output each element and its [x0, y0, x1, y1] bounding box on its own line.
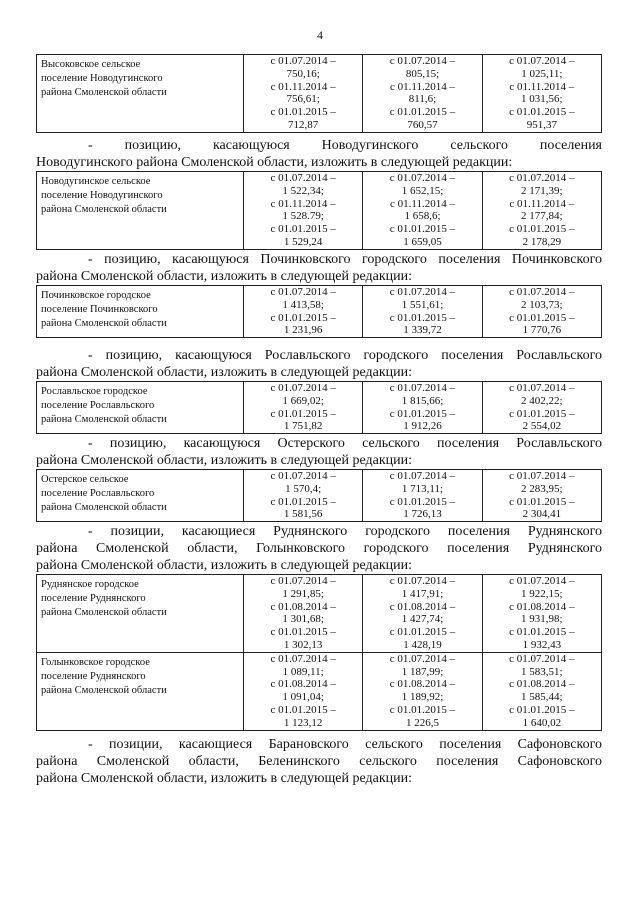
tariff-amount-line: 1 417,91;	[401, 587, 444, 600]
tariff-date-line: с 01.01.2015 –	[270, 626, 336, 639]
tariff-table-osterskoe	[36, 469, 602, 522]
tariff-amount-line: 1 912,26	[403, 420, 442, 433]
tariff-value-cell	[363, 286, 482, 338]
tariff-value-cell	[244, 575, 363, 653]
tariff-date-line: с 01.11.2014 –	[509, 197, 575, 210]
tariff-amount-line: 805,15;	[405, 67, 440, 80]
tariff-amount-line: 1 025,11;	[521, 67, 563, 80]
settlement-name-line: Голынковское городское	[41, 656, 150, 668]
tariff-date-line: с 01.07.2014 –	[270, 575, 336, 587]
tariff-date-line: с 01.11.2014 –	[270, 197, 336, 210]
paragraph-text: - позицию, касающуюся Починковского городского поселения Починковского	[88, 252, 602, 267]
settlement-name-cell	[37, 172, 244, 250]
tariff-date-line: с 01.07.2014 –	[509, 575, 575, 587]
settlement-name-cell	[37, 382, 244, 434]
tariff-value-cell	[244, 652, 363, 730]
tariff-date-line: с 01.01.2015 –	[509, 407, 575, 420]
tariff-date-line: с 01.01.2015 –	[389, 626, 456, 639]
tariff-date-line: с 01.01.2015 –	[389, 703, 456, 716]
paragraph-rudnya-position	[36, 523, 602, 574]
tariff-amount-line: 1 189,92;	[401, 691, 444, 704]
paragraph-roslavl-position	[36, 347, 602, 381]
tariff-amount-line: 756,61;	[286, 93, 320, 106]
tariff-amount-line: 2 554,02	[522, 420, 562, 433]
tariff-date-line: с 01.01.2015 –	[389, 311, 456, 324]
tariff-amount-line: 1 231,96	[283, 324, 323, 337]
settlement-name-cell	[37, 470, 244, 522]
paragraph-line: района Смоленской области, изложить в следующей редакции:	[36, 269, 412, 284]
tariff-amount-line: 2 304,41	[522, 508, 562, 521]
tariff-date-line: с 01.08.2014 –	[389, 678, 456, 691]
tariff-amount-line: 1 528.79;	[282, 210, 324, 223]
settlement-name-cell	[37, 652, 244, 730]
paragraph-pochinok-position	[36, 251, 602, 285]
paragraph-line: района Смоленской области, изложить в следующей редакции:	[36, 453, 412, 468]
tariff-value-cell	[244, 286, 363, 338]
tariff-date-line: с 01.01.2015 –	[270, 407, 336, 420]
settlement-name-cell	[37, 286, 244, 338]
tariff-amount-line: 1 583,51;	[521, 665, 563, 678]
tariff-amount-line: 1 428,19	[403, 638, 442, 651]
tariff-date-line: с 01.07.2014 –	[389, 55, 456, 67]
tariff-amount-line: 1 226,5	[405, 716, 439, 729]
paragraph-text: - позиции, касающиеся Барановского сельского поселения Сафоновского	[88, 737, 602, 752]
tariff-date-line: с 01.08.2014 –	[270, 600, 336, 613]
tariff-amount-line: 2 103,73;	[521, 298, 563, 311]
tariff-value-cell	[363, 55, 482, 133]
tariff-amount-line: 2 178,29	[522, 235, 562, 248]
tariff-amount-line: 1 091,04;	[282, 691, 324, 704]
settlement-name-line: поселение Новодугинского	[41, 190, 163, 201]
tariff-date-line: с 01.07.2014 –	[509, 286, 575, 298]
tariff-date-line: с 01.08.2014 –	[509, 600, 575, 613]
tariff-amount-line: 1 529,24	[283, 235, 323, 248]
paragraph-text: - позиции, касающиеся Руднянского городского поселения Руднянского	[88, 524, 602, 539]
paragraph-line: района Смоленской области, изложить в следующей редакции:	[36, 365, 412, 380]
tariff-amount-line: 1 301,68;	[282, 613, 324, 626]
paragraph-line	[36, 435, 602, 452]
tariff-amount-line: 1 640,02	[522, 716, 562, 729]
paragraph-text: - позицию, касающуюся Новодугинского сельского поселения	[88, 138, 602, 153]
paragraph-line: района Смоленской области, изложить в следующей редакции:	[36, 771, 412, 786]
tariff-value-cell	[482, 382, 601, 434]
tariff-date-line: с 01.01.2015 –	[509, 223, 575, 236]
table-row	[37, 652, 602, 730]
tariff-amount-line: 1 291,85;	[282, 587, 324, 600]
settlement-name-line: Новодугинское сельское	[41, 176, 151, 187]
tariff-date-line: с 01.07.2014 –	[389, 172, 456, 184]
settlement-name-line: Починковское городское	[41, 290, 151, 301]
page-number: 4	[317, 28, 323, 42]
tariff-date-line: с 01.01.2015 –	[270, 223, 336, 236]
tariff-date-line: с 01.07.2014 –	[270, 470, 336, 482]
tariff-amount-line: 1 658,6;	[404, 210, 441, 223]
tariff-amount-line: 1 522,34;	[282, 184, 324, 197]
tariff-table-rudnya	[36, 574, 602, 731]
tariff-amount-line: 1 669,02;	[282, 394, 324, 407]
tariff-date-line: с 01.07.2014 –	[270, 55, 336, 67]
tariff-amount-line: 1 302,13	[283, 638, 323, 651]
paragraph-novodugino-position	[36, 137, 602, 171]
tariff-date-line: с 01.01.2015 –	[270, 495, 336, 508]
tariff-value-cell	[482, 470, 601, 522]
tariff-date-line: с 01.07.2014 –	[270, 172, 336, 184]
tariff-amount-line: 1 713,11;	[401, 482, 444, 495]
tariff-amount-line: 1 815,66;	[401, 394, 444, 407]
table-row	[37, 470, 602, 522]
tariff-date-line: с 01.01.2015 –	[270, 106, 336, 119]
tariff-value-cell	[482, 55, 601, 133]
tariff-date-line: с 01.07.2014 –	[389, 652, 456, 665]
table-row	[37, 382, 602, 434]
tariff-amount-line: 1 339,72	[403, 324, 442, 337]
settlement-name-line: района Смоленской области	[41, 502, 167, 513]
tariff-amount-line: 1 581,56	[283, 508, 323, 521]
paragraph-line	[36, 523, 602, 540]
tariff-amount-line: 1 932,43	[522, 638, 562, 651]
tariff-date-line: с 01.08.2014 –	[389, 600, 456, 613]
settlement-name-line: поселение Новодугинского	[41, 73, 163, 84]
tariff-value-cell	[244, 382, 363, 434]
tariff-amount-line: 1 931,98;	[521, 613, 563, 626]
paragraph-osterskoe-position	[36, 435, 602, 469]
settlement-name-cell	[37, 575, 244, 653]
tariff-amount-line: 1 726,13	[403, 508, 442, 521]
tariff-date-line: с 01.07.2014 –	[389, 382, 456, 394]
tariff-date-line: с 01.08.2014 –	[270, 678, 336, 691]
tariff-value-cell	[482, 652, 601, 730]
tariff-amount-line: 2 171,39;	[521, 184, 563, 197]
tariff-date-line: с 01.07.2014 –	[270, 286, 336, 298]
settlement-name-line: Высоковское сельское	[41, 59, 141, 70]
tariff-date-line: с 01.07.2014 –	[509, 470, 575, 482]
paragraph-line: района Смоленской области, Голынковского городского поселения Руднянского	[36, 541, 602, 556]
tariff-date-line: с 01.07.2014 –	[270, 382, 336, 394]
tariff-table-novodugino	[36, 171, 602, 250]
tariff-value-cell	[244, 470, 363, 522]
settlement-name-line: района Смоленской области	[41, 607, 167, 618]
settlement-name-line: поселение Рославльского	[41, 488, 155, 499]
settlement-name-line: поселение Рославльского	[41, 400, 155, 411]
paragraph-line	[36, 736, 602, 753]
settlement-name-line: района Смоленской области	[41, 87, 167, 98]
tariff-amount-line: 1 427,74;	[401, 613, 444, 626]
tariff-date-line: с 01.01.2015 –	[389, 407, 456, 420]
tariff-amount-line: 1 751,82	[283, 420, 323, 433]
tariff-amount-line: 811,6;	[408, 93, 437, 106]
tariff-amount-line: 1 652,15;	[401, 184, 444, 197]
settlement-name-cell	[37, 55, 244, 133]
tariff-date-line: с 01.11.2014 –	[270, 80, 336, 93]
tariff-table-roslavl	[36, 381, 602, 434]
tariff-amount-line: 1 089,11;	[282, 665, 324, 678]
tariff-date-line: с 01.01.2015 –	[389, 495, 456, 508]
tariff-value-cell	[363, 575, 482, 653]
paragraph-line: района Смоленской области, Беленинского сельского поселения Сафоновского	[36, 754, 602, 769]
tariff-date-line: с 01.11.2014 –	[390, 197, 455, 210]
tariff-date-line: с 01.07.2014 –	[270, 652, 336, 665]
paragraph-text: - позицию, касающуюся Рославльского городского поселения Рославльского	[88, 348, 602, 363]
tariff-date-line: с 01.01.2015 –	[509, 495, 575, 508]
tariff-date-line: с 01.07.2014 –	[389, 575, 456, 587]
tariff-amount-line: 760,57	[407, 118, 438, 131]
paragraph-line	[36, 347, 602, 364]
tariff-amount-line: 750,16;	[286, 67, 320, 80]
settlement-name-line: района Смоленской области	[41, 318, 167, 329]
tariff-amount-line: 1 585,44;	[521, 691, 563, 704]
tariff-date-line: с 01.01.2015 –	[389, 223, 456, 236]
tariff-table-pochinok	[36, 285, 602, 338]
settlement-name-line: района Смоленской области	[41, 684, 167, 696]
tariff-value-cell	[363, 172, 482, 250]
tariff-date-line: с 01.08.2014 –	[509, 678, 575, 691]
tariff-amount-line: 2 283,95;	[521, 482, 563, 495]
tariff-date-line: с 01.07.2014 –	[509, 652, 575, 665]
tariff-amount-line: 2 402,22;	[521, 394, 563, 407]
tariff-date-line: с 01.01.2015 –	[270, 311, 336, 324]
paragraph-line	[36, 251, 602, 268]
table-row	[37, 575, 602, 653]
table-row	[37, 286, 602, 338]
tariff-amount-line: 1 031,56;	[521, 93, 563, 106]
tariff-date-line: с 01.01.2015 –	[509, 106, 575, 119]
tariff-value-cell	[363, 652, 482, 730]
settlement-name-line: поселение Починковского	[41, 304, 158, 315]
paragraph-line: Новодугинского района Смоленской области, изложить в следующей редакции:	[36, 155, 513, 170]
tariff-date-line: с 01.01.2015 –	[509, 626, 575, 639]
tariff-amount-line: 1 187,99;	[401, 665, 444, 678]
tariff-date-line: с 01.07.2014 –	[389, 286, 456, 298]
tariff-amount-line: 1 770,76	[522, 324, 562, 337]
settlement-name-line: поселение Руднянского	[41, 593, 146, 604]
tariff-date-line: с 01.01.2015 –	[389, 106, 456, 119]
table-row	[37, 55, 602, 133]
settlement-name-line: поселение Руднянского	[41, 670, 146, 682]
tariff-date-line: с 01.07.2014 –	[509, 55, 575, 67]
tariff-date-line: с 01.01.2015 –	[509, 311, 575, 324]
tariff-value-cell	[363, 470, 482, 522]
tariff-value-cell	[482, 575, 601, 653]
paragraph-line	[36, 137, 602, 154]
tariff-value-cell	[363, 382, 482, 434]
tariff-date-line: с 01.01.2015 –	[509, 703, 575, 716]
tariff-date-line: с 01.01.2015 –	[270, 703, 336, 716]
tariff-amount-line: 2 177,84;	[521, 210, 563, 223]
tariff-table-vysokovskoe	[36, 54, 602, 133]
table-row	[37, 172, 602, 250]
tariff-value-cell	[244, 55, 363, 133]
paragraph-safonovo-position	[36, 736, 602, 787]
tariff-amount-line: 1 551,61;	[401, 298, 444, 311]
tariff-value-cell	[482, 172, 601, 250]
tariff-amount-line: 1 570,4;	[285, 482, 322, 495]
settlement-name-line: района Смоленской области	[41, 414, 167, 425]
paragraph-line: района Смоленской области, изложить в следующей редакции:	[36, 558, 412, 573]
tariff-date-line: с 01.07.2014 –	[509, 382, 575, 394]
tariff-date-line: с 01.11.2014 –	[390, 80, 455, 93]
tariff-amount-line: 951,37	[526, 118, 557, 131]
paragraph-text: - позицию, касающуюся Остерского сельского поселения Рославльского	[88, 436, 602, 451]
settlement-name-line: района Смоленской области	[41, 204, 167, 215]
tariff-value-cell	[482, 286, 601, 338]
tariff-amount-line: 712,87	[288, 118, 319, 131]
tariff-amount-line: 1 413,58;	[282, 298, 324, 311]
tariff-date-line: с 01.07.2014 –	[389, 470, 456, 482]
settlement-name-line: Остерское сельское	[41, 474, 129, 485]
tariff-amount-line: 1 123,12	[283, 716, 323, 729]
settlement-name-line: Руднянское городское	[41, 579, 139, 590]
tariff-date-line: с 01.07.2014 –	[509, 172, 575, 184]
settlement-name-line: Рославльское городское	[41, 386, 148, 397]
tariff-amount-line: 1 659,05	[403, 235, 442, 248]
tariff-amount-line: 1 922,15;	[521, 587, 563, 600]
tariff-value-cell	[244, 172, 363, 250]
tariff-date-line: с 01.11.2014 –	[509, 80, 575, 93]
